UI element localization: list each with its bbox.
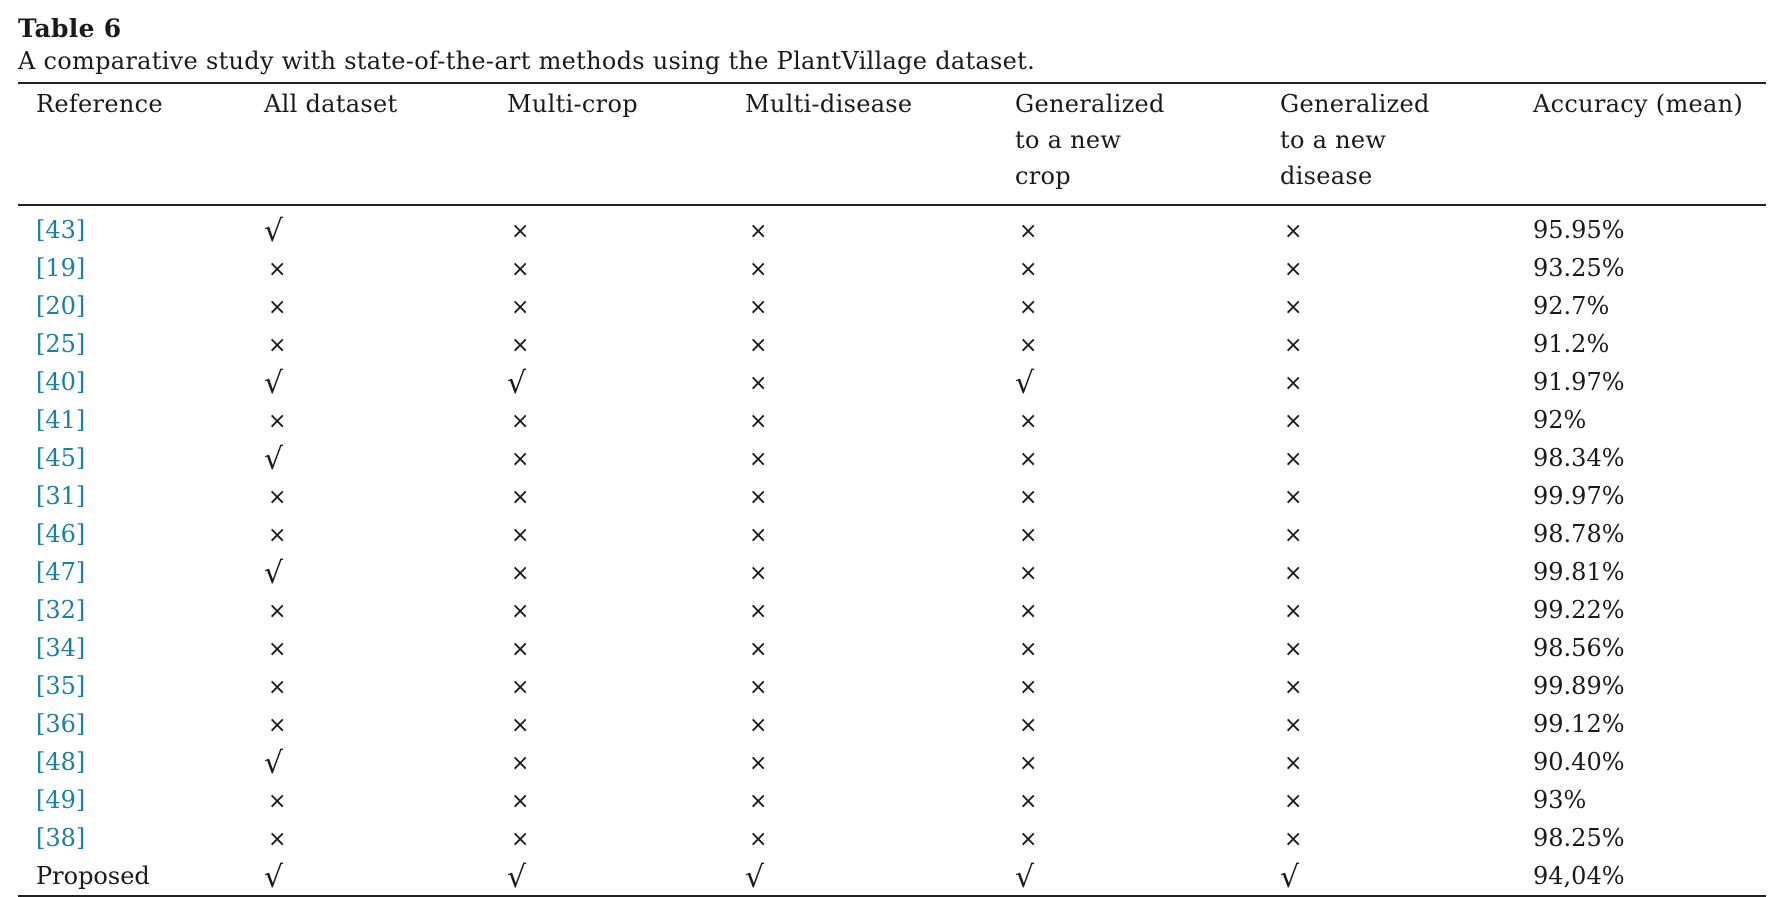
cell-multi-disease (745, 364, 1015, 402)
cell-multi-disease (745, 206, 1015, 250)
accuracy-value: 94,04% (1533, 862, 1625, 890)
reference-link[interactable]: [19] (36, 254, 86, 282)
cross-mark-icon: × (749, 295, 768, 320)
cross-mark-icon: × (749, 523, 768, 548)
cross-mark-icon: × (1284, 219, 1303, 244)
cell-multi-crop (507, 516, 745, 554)
cell-generalized-new-crop (1015, 206, 1280, 250)
cross-mark-icon: × (749, 561, 768, 586)
cross-mark-icon: × (268, 523, 287, 548)
cell-generalized-new-disease (1280, 402, 1533, 440)
reference-link[interactable]: [49] (36, 786, 86, 814)
cell-all-dataset (264, 554, 507, 592)
cell-reference (18, 288, 264, 326)
cross-mark-icon: × (1284, 713, 1303, 738)
table-row (18, 744, 1766, 782)
table-body (18, 206, 1766, 895)
cell-accuracy-mean (1533, 706, 1766, 744)
cell-multi-crop (507, 364, 745, 402)
table-row (18, 630, 1766, 668)
reference-link[interactable]: [45] (36, 444, 86, 472)
cell-accuracy-mean (1533, 516, 1766, 554)
cross-mark-icon: × (511, 675, 530, 700)
cross-mark-icon: × (749, 751, 768, 776)
cross-mark-icon: × (511, 295, 530, 320)
cross-mark-icon: × (1284, 637, 1303, 662)
cross-mark-icon: × (268, 599, 287, 624)
check-mark-icon: √ (264, 746, 284, 781)
cross-mark-icon: × (1284, 675, 1303, 700)
cross-mark-icon: × (1019, 675, 1038, 700)
cross-mark-icon: × (1284, 485, 1303, 510)
accuracy-value: 98.56% (1533, 634, 1625, 662)
cell-accuracy-mean (1533, 288, 1766, 326)
accuracy-value: 98.34% (1533, 444, 1625, 472)
cell-multi-crop (507, 706, 745, 744)
cross-mark-icon: × (1019, 523, 1038, 548)
cell-reference (18, 858, 264, 895)
cell-generalized-new-crop (1015, 364, 1280, 402)
cross-mark-icon: × (749, 599, 768, 624)
accuracy-value: 99.12% (1533, 710, 1625, 738)
cell-generalized-new-disease (1280, 326, 1533, 364)
cell-generalized-new-crop (1015, 744, 1280, 782)
cell-reference (18, 206, 264, 250)
cell-all-dataset (264, 668, 507, 706)
reference-label: Proposed (36, 862, 150, 890)
cell-reference (18, 554, 264, 592)
cross-mark-icon: × (268, 637, 287, 662)
cell-all-dataset (264, 706, 507, 744)
reference-link[interactable]: [38] (36, 824, 86, 852)
check-mark-icon: √ (745, 860, 765, 895)
table-caption: A comparative study with state-of-the-art methods using the PlantVillage dataset. (18, 47, 1036, 75)
cell-multi-disease (745, 326, 1015, 364)
cell-generalized-new-crop (1015, 668, 1280, 706)
accuracy-value: 98.25% (1533, 824, 1625, 852)
cell-multi-crop (507, 782, 745, 820)
cross-mark-icon: × (749, 713, 768, 738)
cell-all-dataset (264, 744, 507, 782)
cell-generalized-new-crop (1015, 516, 1280, 554)
accuracy-value: 92% (1533, 406, 1587, 434)
column-header-line: to a new (1280, 126, 1387, 154)
column-header-line: crop (1015, 162, 1071, 190)
cell-all-dataset (264, 250, 507, 288)
cross-mark-icon: × (1284, 447, 1303, 472)
cell-all-dataset (264, 478, 507, 516)
cross-mark-icon: × (511, 751, 530, 776)
cell-multi-disease (745, 706, 1015, 744)
check-mark-icon: √ (264, 860, 284, 895)
table-figure (18, 14, 1766, 897)
column-header-line: to a new (1015, 126, 1122, 154)
cell-multi-disease (745, 250, 1015, 288)
cell-multi-crop (507, 668, 745, 706)
cell-generalized-new-crop (1015, 478, 1280, 516)
reference-link[interactable]: [31] (36, 482, 86, 510)
column-header-line: All dataset (264, 90, 398, 118)
cell-generalized-new-disease (1280, 592, 1533, 630)
column-header-line: Multi-disease (745, 90, 913, 118)
cross-mark-icon: × (268, 257, 287, 282)
cross-mark-icon: × (749, 637, 768, 662)
cross-mark-icon: × (1019, 295, 1038, 320)
cell-generalized-new-disease (1280, 782, 1533, 820)
cell-all-dataset (264, 364, 507, 402)
cell-all-dataset (264, 326, 507, 364)
cell-all-dataset (264, 782, 507, 820)
cross-mark-icon: × (511, 561, 530, 586)
column-header-line: Generalized (1015, 90, 1165, 118)
column-header-generalized-new-crop (1015, 84, 1280, 204)
column-header-reference (18, 84, 264, 204)
reference-link[interactable]: [43] (36, 216, 86, 244)
reference-link[interactable]: [41] (36, 406, 86, 434)
reference-link[interactable]: [36] (36, 710, 86, 738)
cell-multi-disease (745, 630, 1015, 668)
accuracy-value: 93% (1533, 786, 1587, 814)
cross-mark-icon: × (511, 637, 530, 662)
cross-mark-icon: × (511, 789, 530, 814)
cell-reference (18, 478, 264, 516)
cross-mark-icon: × (1284, 523, 1303, 548)
accuracy-value: 90.40% (1533, 748, 1625, 776)
cross-mark-icon: × (511, 827, 530, 852)
cross-mark-icon: × (1019, 713, 1038, 738)
table-label: Table 6 (18, 14, 122, 43)
cell-accuracy-mean (1533, 206, 1766, 250)
table-row (18, 440, 1766, 478)
cross-mark-icon: × (749, 371, 768, 396)
table-header (18, 84, 1766, 204)
check-mark-icon: √ (1015, 860, 1035, 895)
cross-mark-icon: × (268, 333, 287, 358)
cross-mark-icon: × (511, 447, 530, 472)
cross-mark-icon: × (749, 409, 768, 434)
cross-mark-icon: × (268, 789, 287, 814)
column-header-multi-disease (745, 84, 1015, 204)
cell-all-dataset (264, 516, 507, 554)
cell-generalized-new-disease (1280, 516, 1533, 554)
table-row (18, 858, 1766, 895)
accuracy-value: 99.89% (1533, 672, 1625, 700)
accuracy-value: 99.81% (1533, 558, 1625, 586)
cell-reference (18, 782, 264, 820)
cross-mark-icon: × (1284, 295, 1303, 320)
check-mark-icon: √ (264, 442, 284, 477)
cell-generalized-new-disease (1280, 364, 1533, 402)
cross-mark-icon: × (268, 827, 287, 852)
table-row (18, 516, 1766, 554)
cell-generalized-new-disease (1280, 858, 1533, 895)
cell-all-dataset (264, 858, 507, 895)
cell-multi-disease (745, 858, 1015, 895)
cross-mark-icon: × (1019, 789, 1038, 814)
reference-link[interactable]: [34] (36, 634, 86, 662)
cross-mark-icon: × (511, 523, 530, 548)
cross-mark-icon: × (511, 485, 530, 510)
header-row (18, 84, 1766, 204)
cross-mark-icon: × (1019, 561, 1038, 586)
column-header-generalized-new-disease (1280, 84, 1533, 204)
cross-mark-icon: × (268, 409, 287, 434)
check-mark-icon: √ (507, 366, 527, 401)
cross-mark-icon: × (1019, 599, 1038, 624)
cell-accuracy-mean (1533, 668, 1766, 706)
cell-multi-crop (507, 326, 745, 364)
cross-mark-icon: × (1284, 257, 1303, 282)
table-row (18, 288, 1766, 326)
cross-mark-icon: × (268, 713, 287, 738)
cell-multi-disease (745, 744, 1015, 782)
cross-mark-icon: × (268, 295, 287, 320)
cross-mark-icon: × (1019, 257, 1038, 282)
check-mark-icon: √ (264, 556, 284, 591)
cell-accuracy-mean (1533, 744, 1766, 782)
cell-generalized-new-crop (1015, 630, 1280, 668)
cross-mark-icon: × (1019, 447, 1038, 472)
cell-multi-crop (507, 744, 745, 782)
cross-mark-icon: × (1284, 561, 1303, 586)
cell-multi-crop (507, 858, 745, 895)
cell-generalized-new-crop (1015, 706, 1280, 744)
cell-generalized-new-disease (1280, 478, 1533, 516)
cell-accuracy-mean (1533, 478, 1766, 516)
column-header-all-dataset (264, 84, 507, 204)
accuracy-value: 98.78% (1533, 520, 1625, 548)
reference-link[interactable]: [46] (36, 520, 86, 548)
table-row (18, 706, 1766, 744)
cell-reference (18, 668, 264, 706)
cell-accuracy-mean (1533, 250, 1766, 288)
cross-mark-icon: × (1019, 409, 1038, 434)
cross-mark-icon: × (1284, 751, 1303, 776)
cross-mark-icon: × (1019, 219, 1038, 244)
cross-mark-icon: × (511, 599, 530, 624)
accuracy-value: 99.97% (1533, 482, 1625, 510)
cell-all-dataset (264, 402, 507, 440)
cell-generalized-new-disease (1280, 288, 1533, 326)
cell-generalized-new-disease (1280, 630, 1533, 668)
accuracy-value: 93.25% (1533, 254, 1625, 282)
cell-multi-disease (745, 288, 1015, 326)
table-row (18, 478, 1766, 516)
cell-generalized-new-crop (1015, 858, 1280, 895)
cell-reference (18, 516, 264, 554)
cell-multi-disease (745, 820, 1015, 858)
cell-accuracy-mean (1533, 402, 1766, 440)
cell-multi-crop (507, 630, 745, 668)
comparison-table (18, 84, 1766, 204)
cross-mark-icon: × (511, 219, 530, 244)
cell-multi-crop (507, 288, 745, 326)
check-mark-icon: √ (264, 214, 284, 249)
cell-all-dataset (264, 206, 507, 250)
column-header-line: disease (1280, 162, 1373, 190)
reference-link[interactable]: [35] (36, 672, 86, 700)
cell-multi-disease (745, 440, 1015, 478)
column-header-multi-crop (507, 84, 745, 204)
cross-mark-icon: × (749, 447, 768, 472)
check-mark-icon: √ (1280, 860, 1300, 895)
cross-mark-icon: × (1284, 599, 1303, 624)
cell-generalized-new-crop (1015, 440, 1280, 478)
cell-multi-crop (507, 440, 745, 478)
cell-reference (18, 326, 264, 364)
cross-mark-icon: × (749, 789, 768, 814)
accuracy-value: 92.7% (1533, 292, 1610, 320)
reference-link[interactable]: [48] (36, 748, 86, 776)
cross-mark-icon: × (511, 257, 530, 282)
cell-reference (18, 440, 264, 478)
cell-reference (18, 364, 264, 402)
cell-accuracy-mean (1533, 630, 1766, 668)
cell-multi-disease (745, 782, 1015, 820)
check-mark-icon: √ (1015, 366, 1035, 401)
cell-multi-crop (507, 820, 745, 858)
cell-multi-crop (507, 402, 745, 440)
column-header-line: Reference (36, 90, 163, 118)
cell-generalized-new-disease (1280, 440, 1533, 478)
table-row (18, 326, 1766, 364)
cross-mark-icon: × (1284, 371, 1303, 396)
cell-generalized-new-disease (1280, 668, 1533, 706)
cell-multi-crop (507, 206, 745, 250)
cross-mark-icon: × (1019, 485, 1038, 510)
cross-mark-icon: × (749, 257, 768, 282)
cell-generalized-new-disease (1280, 250, 1533, 288)
cross-mark-icon: × (1019, 637, 1038, 662)
table-row (18, 364, 1766, 402)
cell-generalized-new-crop (1015, 288, 1280, 326)
cell-generalized-new-crop (1015, 820, 1280, 858)
cross-mark-icon: × (1019, 827, 1038, 852)
cell-reference (18, 630, 264, 668)
accuracy-value: 95.95% (1533, 216, 1625, 244)
reference-link[interactable]: [47] (36, 558, 86, 586)
table-row (18, 250, 1766, 288)
cell-multi-crop (507, 592, 745, 630)
cross-mark-icon: × (1284, 827, 1303, 852)
cell-all-dataset (264, 592, 507, 630)
cell-accuracy-mean (1533, 592, 1766, 630)
cross-mark-icon: × (749, 827, 768, 852)
reference-link[interactable]: [40] (36, 368, 86, 396)
cell-reference (18, 706, 264, 744)
cell-generalized-new-crop (1015, 554, 1280, 592)
cell-accuracy-mean (1533, 820, 1766, 858)
check-mark-icon: √ (507, 860, 527, 895)
cross-mark-icon: × (749, 219, 768, 244)
cross-mark-icon: × (1019, 751, 1038, 776)
table-row (18, 206, 1766, 250)
cell-reference (18, 592, 264, 630)
cell-accuracy-mean (1533, 364, 1766, 402)
reference-link[interactable]: [20] (36, 292, 86, 320)
accuracy-value: 99.22% (1533, 596, 1625, 624)
cell-generalized-new-crop (1015, 326, 1280, 364)
cross-mark-icon: × (1284, 789, 1303, 814)
table-row (18, 668, 1766, 706)
cell-generalized-new-crop (1015, 402, 1280, 440)
cell-multi-crop (507, 250, 745, 288)
cell-generalized-new-disease (1280, 820, 1533, 858)
cell-reference (18, 402, 264, 440)
cell-multi-disease (745, 478, 1015, 516)
cell-all-dataset (264, 630, 507, 668)
cross-mark-icon: × (1284, 409, 1303, 434)
cell-generalized-new-disease (1280, 744, 1533, 782)
cell-generalized-new-disease (1280, 206, 1533, 250)
cell-reference (18, 820, 264, 858)
cell-generalized-new-crop (1015, 782, 1280, 820)
cell-multi-crop (507, 554, 745, 592)
cell-multi-disease (745, 554, 1015, 592)
cell-generalized-new-disease (1280, 706, 1533, 744)
cell-generalized-new-crop (1015, 592, 1280, 630)
cell-accuracy-mean (1533, 440, 1766, 478)
check-mark-icon: √ (264, 366, 284, 401)
cell-generalized-new-crop (1015, 250, 1280, 288)
cross-mark-icon: × (749, 333, 768, 358)
accuracy-value: 91.97% (1533, 368, 1625, 396)
cell-multi-disease (745, 668, 1015, 706)
cell-generalized-new-disease (1280, 554, 1533, 592)
column-header-accuracy-mean (1533, 84, 1766, 204)
cell-accuracy-mean (1533, 326, 1766, 364)
comparison-table-body (18, 206, 1766, 895)
table-row (18, 592, 1766, 630)
cell-accuracy-mean (1533, 782, 1766, 820)
cross-mark-icon: × (1284, 333, 1303, 358)
table-row (18, 782, 1766, 820)
cross-mark-icon: × (511, 409, 530, 434)
column-header-line: Generalized (1280, 90, 1430, 118)
cross-mark-icon: × (268, 485, 287, 510)
cell-accuracy-mean (1533, 554, 1766, 592)
table-row (18, 820, 1766, 858)
accuracy-value: 91.2% (1533, 330, 1610, 358)
cell-multi-crop (507, 478, 745, 516)
table-row (18, 554, 1766, 592)
cell-all-dataset (264, 288, 507, 326)
cell-reference (18, 250, 264, 288)
cross-mark-icon: × (511, 713, 530, 738)
cell-all-dataset (264, 820, 507, 858)
column-header-line: Accuracy (mean) (1533, 90, 1744, 118)
reference-link[interactable]: [32] (36, 596, 86, 624)
cross-mark-icon: × (749, 485, 768, 510)
cross-mark-icon: × (268, 675, 287, 700)
cell-multi-disease (745, 516, 1015, 554)
cross-mark-icon: × (511, 333, 530, 358)
cell-multi-disease (745, 402, 1015, 440)
cell-multi-disease (745, 592, 1015, 630)
reference-link[interactable]: [25] (36, 330, 86, 358)
table-row (18, 402, 1766, 440)
cross-mark-icon: × (1019, 333, 1038, 358)
cell-accuracy-mean (1533, 858, 1766, 895)
cell-all-dataset (264, 440, 507, 478)
column-header-line: Multi-crop (507, 90, 638, 118)
cross-mark-icon: × (749, 675, 768, 700)
cell-reference (18, 744, 264, 782)
